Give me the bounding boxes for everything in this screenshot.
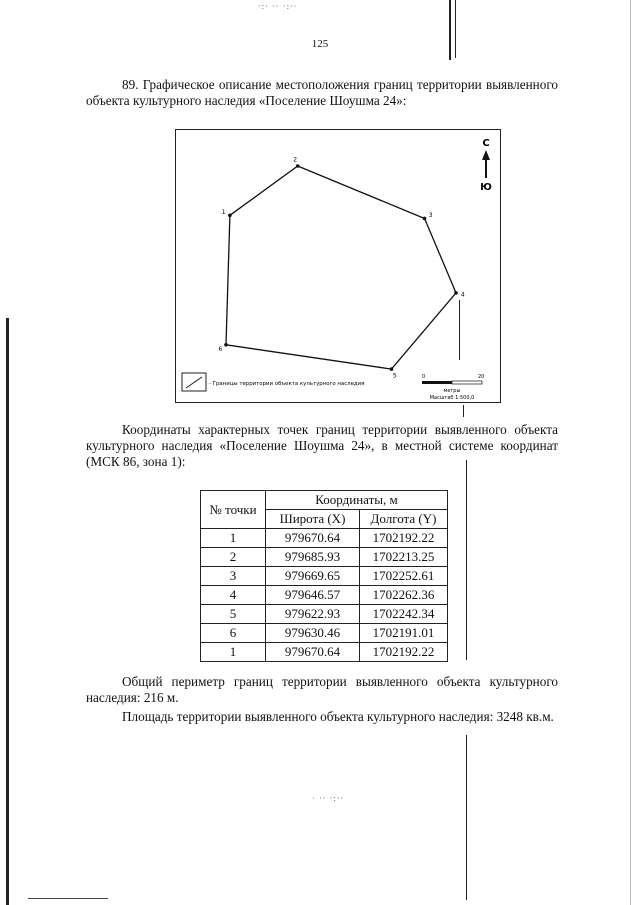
legend-text: - Границы территории объекта культурного наследия	[209, 381, 365, 387]
point-longitude: 1702192.22	[360, 643, 448, 662]
header-latitude: Широта (X)	[266, 510, 360, 529]
perimeter-text: Общий периметр границ территории выявленного объекта культурного наследия: 216 м.	[86, 674, 558, 705]
boundary-point-label: 2	[293, 156, 298, 164]
boundary-point-marker	[454, 291, 458, 295]
coordinates-intro: Координаты характерных точек границ территории выявленного объекта культурного наследия «Поселение Шоушма 24», в местной системе координат (МСК 86, зона 1):	[86, 422, 558, 469]
point-number: 3	[201, 567, 266, 586]
point-latitude: 979685.93	[266, 548, 360, 567]
boundary-point-label: 4	[460, 291, 465, 299]
scale-segment-dark	[422, 381, 452, 384]
scale-unit: метры	[443, 388, 461, 394]
table-row	[201, 529, 448, 548]
scale-text: Масштаб 1:500,0	[429, 395, 475, 401]
scan-line	[466, 460, 467, 660]
boundary-point-marker	[296, 164, 300, 168]
point-number: 1	[201, 643, 266, 662]
scale-segment-light	[452, 381, 482, 384]
scale-bar	[422, 374, 484, 401]
point-latitude: 979669.65	[266, 567, 360, 586]
point-latitude: 979670.64	[266, 529, 360, 548]
header-longitude: Долгота (Y)	[360, 510, 448, 529]
boundary-polygon-layer	[218, 156, 465, 379]
scale-start: 0	[422, 374, 426, 380]
point-longitude: 1702262.36	[360, 586, 448, 605]
table-row	[201, 548, 448, 567]
scan-line	[466, 735, 467, 900]
point-number: 4	[201, 586, 266, 605]
scan-line	[463, 405, 464, 417]
point-number: 2	[201, 548, 266, 567]
scan-edge	[6, 318, 9, 905]
scan-line	[28, 898, 108, 899]
boundary-point-marker	[228, 213, 232, 217]
boundary-point-label: 1	[221, 209, 226, 217]
table-row	[201, 605, 448, 624]
boundary-map	[175, 129, 501, 403]
scan-line	[459, 300, 460, 360]
point-longitude: 1702252.61	[360, 567, 448, 586]
north-label: С	[482, 138, 490, 149]
point-longitude: 1702242.34	[360, 605, 448, 624]
page-number: 125	[311, 38, 329, 50]
header-point-number: № точки	[201, 491, 266, 529]
point-longitude: 1702192.22	[360, 529, 448, 548]
coordinates-table	[200, 490, 448, 662]
point-latitude: 979630.46	[266, 624, 360, 643]
point-latitude: 979670.64	[266, 643, 360, 662]
table-row	[201, 643, 448, 662]
point-latitude: 979646.57	[266, 586, 360, 605]
table-row	[201, 586, 448, 605]
boundary-point-marker	[390, 367, 394, 371]
point-longitude: 1702191.01	[360, 624, 448, 643]
map-legend	[182, 373, 364, 391]
scan-edge	[630, 0, 631, 905]
boundary-point-marker	[423, 217, 427, 221]
boundary-point-label: 5	[392, 372, 397, 380]
table-row	[201, 624, 448, 643]
table-row	[201, 567, 448, 586]
scan-smudge: · ·· ·:··	[312, 794, 345, 803]
point-number: 6	[201, 624, 266, 643]
scan-smudge: ·:· ·· ·:··	[258, 2, 298, 11]
area-text: Площадь территории выявленного объекта культурного наследия: 3248 кв.м.	[122, 709, 554, 724]
point-number: 1	[201, 529, 266, 548]
point-longitude: 1702213.25	[360, 548, 448, 567]
boundary-point-label: 3	[428, 212, 433, 220]
boundary-point-marker	[224, 343, 228, 347]
legend-line-icon	[186, 377, 202, 388]
section-heading: 89. Графическое описание местоположения границ территории выявленного объекта культурного наследия «Поселение Шоушма 24»:	[86, 77, 558, 108]
south-label: Ю	[480, 182, 492, 193]
header-coordinates: Координаты, м	[266, 491, 448, 510]
scale-end: 20	[478, 374, 485, 380]
boundary-map-drawing	[176, 130, 500, 402]
point-latitude: 979622.93	[266, 605, 360, 624]
scan-line	[455, 0, 456, 58]
scan-line	[449, 0, 451, 60]
point-number: 5	[201, 605, 266, 624]
arrow-shaft	[485, 158, 487, 178]
boundary-point-label: 6	[218, 345, 223, 353]
north-arrow-icon	[480, 138, 492, 193]
boundary-polygon	[226, 166, 456, 369]
